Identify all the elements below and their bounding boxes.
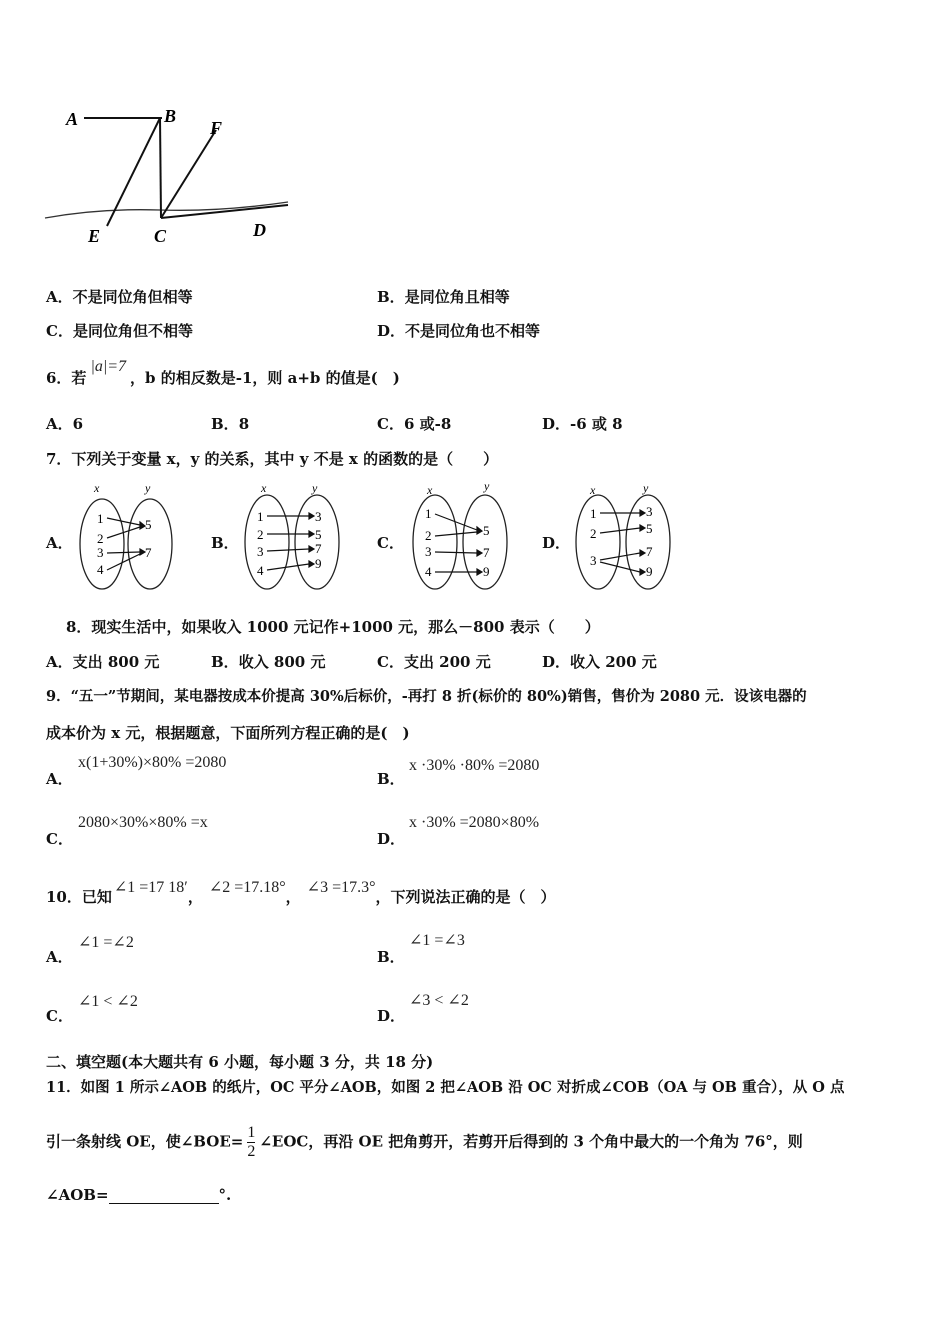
x-value: 2: [97, 531, 104, 546]
label-e: E: [88, 226, 101, 246]
y-value: 5: [145, 517, 152, 532]
x-value: 4: [257, 563, 264, 578]
x-label: x: [94, 481, 100, 495]
q10-option-d-letter[interactable]: D．: [377, 1007, 406, 1025]
y-value: 7: [145, 545, 152, 560]
q11-line2: 引一条射线 OE，使∠BOE= $\frac{1}{2}$ ∠EOC，再沿 OE 把角剪开，若剪开后得到的 3 个角中最大的一个角为 76°，则: [46, 1124, 803, 1160]
x-value: 2: [590, 526, 597, 541]
q10-option-b-formula[interactable]: ∠1 =∠3: [409, 932, 465, 949]
x-value: 4: [97, 562, 104, 577]
fraction-one-half: $\frac{1}{2}$: [247, 1124, 256, 1160]
q6-option-b[interactable]: B．8: [211, 415, 250, 433]
q11-line3: ∠AOB= °.: [46, 1186, 232, 1204]
label-c: C: [154, 226, 167, 246]
q7-mapping-a[interactable]: [74, 478, 178, 592]
y-value: 5: [646, 521, 653, 536]
y-label: y: [312, 481, 318, 495]
q8-option-d[interactable]: D．收入 200 元: [542, 653, 657, 671]
x-value: 1: [97, 511, 104, 526]
x-value: 2: [257, 527, 264, 542]
q5-option-c[interactable]: C．是同位角但不相等: [46, 322, 193, 340]
y-set-ellipse: [128, 499, 172, 589]
y-value: 3: [315, 509, 322, 524]
x-value: 3: [590, 553, 597, 568]
q5-option-d[interactable]: D．不是同位角也不相等: [377, 322, 541, 340]
x-value: 4: [425, 564, 432, 579]
q8-option-a[interactable]: A．支出 800 元: [46, 653, 160, 671]
q10-stem: 10．已知∠1 =17 18′，∠2 =17.18°，∠3 =17.3°，下列说法正确的是（ ）: [46, 879, 556, 906]
q10-given-1: ∠1 =17 18′: [113, 879, 188, 896]
q6-option-d[interactable]: D．-6 或 8: [542, 415, 623, 433]
q7-stem: 7．下列关于变量 x，y 的关系，其中 y 不是 x 的函数的是（ ）: [46, 450, 499, 468]
segment-bc: [160, 118, 161, 218]
y-value: 7: [315, 541, 322, 556]
q7-option-a-letter[interactable]: A．: [46, 534, 73, 552]
segment-cd: [161, 205, 288, 218]
mapping-arrow: [600, 553, 640, 560]
q8-option-c[interactable]: C．支出 200 元: [377, 653, 491, 671]
q10-given-3: ∠3 =17.3°: [306, 879, 376, 896]
q10-option-b-letter[interactable]: B．: [377, 948, 405, 966]
q9-option-c-formula[interactable]: 2080×30%×80% =x: [78, 814, 208, 831]
q7-option-c-letter[interactable]: C．: [377, 534, 404, 552]
x-value: 3: [257, 544, 264, 559]
mapping-arrow: [267, 564, 309, 570]
y-label: y: [145, 481, 151, 495]
x-set-ellipse: [245, 495, 289, 589]
y-value: 7: [483, 545, 490, 560]
q9-stem-line1: 9．“五一”节期间，某电器按成本价提高 30%后标价，-再打 8 折(标价的 80%)销售，售价为 2080 元．设该电器的: [46, 688, 807, 705]
mapping-arrow: [435, 552, 477, 553]
y-label: y: [643, 481, 649, 495]
q9-option-c-letter[interactable]: C．: [46, 830, 73, 848]
q7-option-d-letter[interactable]: D．: [542, 534, 571, 552]
x-value: 1: [590, 506, 597, 521]
q6-formula: |a|=7: [90, 358, 127, 375]
q5-geometry-figure: [40, 100, 300, 250]
q9-option-b-letter[interactable]: B．: [377, 770, 405, 788]
q7-mapping-d[interactable]: [570, 478, 674, 592]
y-value: 9: [483, 564, 490, 579]
label-d: D: [253, 220, 266, 240]
q11-line1: 11．如图 1 所示∠AOB 的纸片，OC 平分∠AOB，如图 2 把∠AOB 沿 OC 对折成∠COB（OA 与 OB 重合），从 O 点: [46, 1079, 845, 1096]
q9-option-d-formula[interactable]: x ·30% =2080×80%: [409, 814, 540, 831]
answer-blank[interactable]: [109, 1189, 219, 1204]
x-value: 3: [425, 544, 432, 559]
q9-option-d-letter[interactable]: D．: [377, 830, 406, 848]
mapping-arrow: [107, 518, 140, 525]
q10-option-c-letter[interactable]: C．: [46, 1007, 73, 1025]
y-value: 5: [315, 527, 322, 542]
label-f: F: [210, 118, 223, 138]
section-title: 二、填空题(本大题共有 6 小题，每小题 3 分，共 18 分): [46, 1053, 434, 1071]
label-a: A: [66, 109, 79, 129]
q6-option-a[interactable]: A．6: [46, 415, 84, 433]
q6-stem: 6．若|a|=7，b 的相反数是-1，则 a+b 的值是( ): [46, 358, 400, 387]
x-value: 2: [425, 528, 432, 543]
x-label: x: [261, 481, 267, 495]
q9-option-a-formula[interactable]: x(1+30%)×80% =2080: [78, 754, 227, 771]
q10-option-c-formula[interactable]: ∠1 < ∠2: [78, 993, 138, 1010]
q6-option-c[interactable]: C．6 或-8: [377, 415, 452, 433]
q7-mapping-b[interactable]: [239, 478, 343, 592]
y-label: y: [484, 479, 490, 493]
y-value: 9: [646, 564, 653, 579]
x-value: 1: [425, 506, 432, 521]
q9-option-a-letter[interactable]: A．: [46, 770, 73, 788]
q8-stem: 8．现实生活中，如果收入 1000 元记作+1000 元，那么－800 表示（ ）: [66, 618, 600, 636]
y-value: 9: [315, 556, 322, 571]
y-value: 7: [646, 544, 653, 559]
x-label: x: [427, 483, 433, 497]
q10-given-2: ∠2 =17.18°: [208, 879, 286, 896]
q10-option-a-formula[interactable]: ∠1 =∠2: [78, 934, 134, 951]
q5-option-a[interactable]: A．不是同位角但相等: [46, 288, 193, 306]
mapping-arrow: [267, 549, 309, 551]
q7-mapping-c[interactable]: [405, 478, 511, 592]
q9-option-b-formula[interactable]: x ·30% ·80% =2080: [409, 757, 540, 774]
x-label: x: [590, 483, 596, 497]
q10-option-d-formula[interactable]: ∠3 < ∠2: [409, 992, 469, 1009]
x-value: 3: [97, 545, 104, 560]
q10-option-a-letter[interactable]: A．: [46, 948, 73, 966]
q8-option-b[interactable]: B．收入 800 元: [211, 653, 326, 671]
q5-option-b[interactable]: B．是同位角且相等: [377, 288, 510, 306]
mapping-arrow: [600, 562, 640, 572]
label-b: B: [164, 106, 177, 126]
q9-stem-line2: 成本价为 x 元，根据题意，下面所列方程正确的是( ): [46, 724, 410, 742]
y-value: 3: [646, 504, 653, 519]
q7-option-b-letter[interactable]: B．: [211, 534, 239, 552]
x-set-ellipse: [413, 495, 457, 589]
y-value: 5: [483, 523, 490, 538]
mapping-arrow: [107, 552, 140, 553]
x-set-ellipse: [576, 495, 620, 589]
segment-cf: [161, 130, 216, 218]
x-value: 1: [257, 509, 264, 524]
